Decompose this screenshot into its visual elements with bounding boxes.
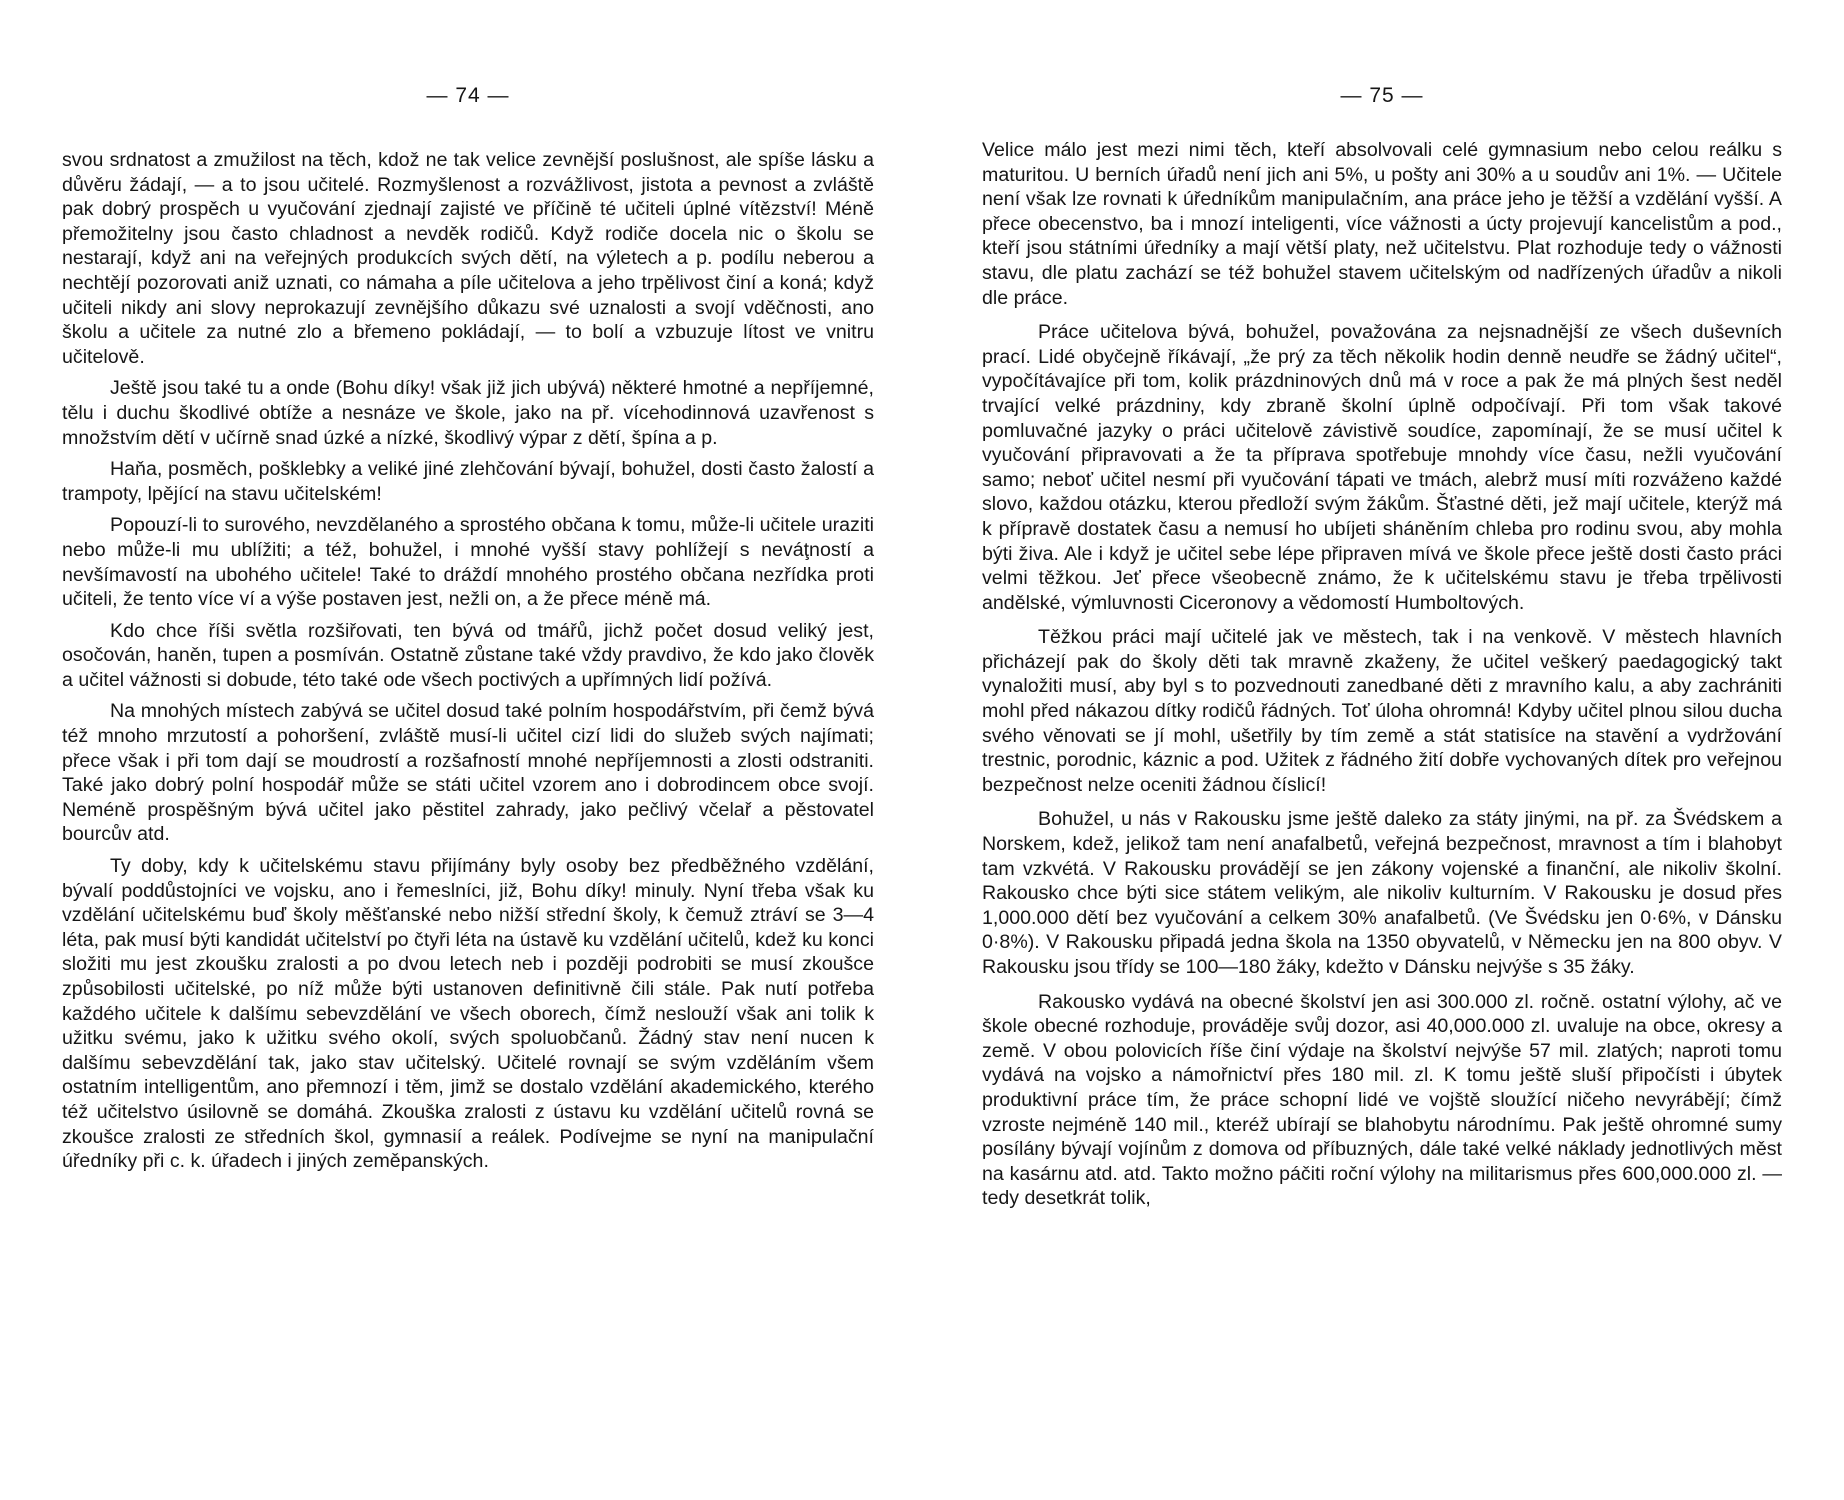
paragraph: Těžkou práci mají učitelé jak ve městech, tak i na venkově. V městech hlavních přicházejí pak do školy děti tak mravně zkaženy, že učitel veškerý paedagogický takt vynaložiti musí, aby byl s to pozvednouti zanedbané děti z mravního kalu, a aby zachrániti mohl před nákazou dítky rodičů řádných. Toť úloha ohromná! Kdyby učitel plnou silou ducha svého věnovati se jí mohl, ušetřily by tím země a stát statisíce na stavění a vydržování trestnic, porodnic, káznic a pod. Užitek z řádného žití dobře vychovaných dítek pro veřejnou bezpečnost nelze oceniti žádnou číslicí!: [982, 626, 1782, 796]
paragraph: Bohužel, u nás v Rakousku jsme ještě daleko za státy jinými, na př. za Švédskem a Norskem, kdež, jelikož tam není anafalbetů, veřejná bezpečnost, mravnost a tím i blahobyt tam vzkvétá. V Rakousku provádějí se jen zákony vojenské a finanční, ale nikoliv školní. Rakousko chce býti sice státem velikým, ale nikoliv kulturním. V Rakousku je dosud přes 1,000.000 dětí bez vyučování a celkem 30% anafalbetů. (Ve Švédsku jen 0·6%, v Dánsku 0·8%). V Rakousku připadá jedna škola na 1350 obyvatelů, v Německu jen na 800 obyv. V Rakousku jsou třídy se 100—180 žáky, kdežto v Dánsku nejvýše s 35 žáky.: [982, 808, 1782, 978]
paragraph: Popouzí-li to surového, nevzdělaného a sprostého občana k tomu, může-li učitele uraziti nebo může-li mu ublížiti; a též, bohužel, i mnohé vyšší stavy pohlížejí s neváţností a nevšímavostí na ubohého učitele! Také to dráždí mnohého prostého občana nezřídka proti učiteli, že tento více ví a výše postaven jest, nežli on, a že přece méně má.: [62, 514, 874, 611]
page-text: [62, 148, 874, 1181]
right-page: [982, 0, 1782, 1500]
paragraph: Velice málo jest mezi nimi těch, kteří absolvovali celé gymnasium nebo celou reálku s maturitou. U berních úřadů není jich ani 5%, u pošty ani 30% a u soudův ani 1%. — Učitele není však lze rovnati k úředníkům manipulačním, ana práce jeho je těžší a vzdělání vyšší. A přece obecenstvo, ba i mnozí inteligenti, více vážnosti a úcty projevují kancelistům a pod., kteří jsou státními úředníky a mají větší platy, než učitelstvu. Plat rozhoduje tedy o vážnosti stavu, dle platu zachází se též bohužel stavem učitelským od nadřízených úřadův a nikoli dle práce.: [982, 139, 1782, 309]
paragraph: Haňa, posměch, pošklebky a veliké jiné zlehčování bývají, bohužel, dosti často žalostí a trampoty, lpějící na stavu učitelském!: [62, 458, 874, 505]
left-page: [62, 0, 874, 1500]
paragraph: Kdo chce říši světla rozšiřovati, ten bývá od tmářů, jichž počet dosud veliký jest, osočován, haněn, tupen a posmíván. Ostatně zůstane také vždy pravdivo, že kdo jako člověk a učitel vážnosti si dobude, této také ode všech poctivých a upřímných lidí požívá.: [62, 619, 874, 691]
paragraph: svou srdnatost a zmužilost na těch, kdož ne tak velice zevnější poslušnost, ale spíše lásku a důvěru žádají, — a to jsou učitelé. Rozmyšlenost a rozvážlivost, jistota a pevnost a zvláště pak dobrý prospěch u vyučování zjednají zajisté ve příčině té učiteli úplné vítězství! Méně přemožitelny jsou často chladnost a nevděk rodičů. Když rodiče docela nic o školu se nestarají, když ani na veřejných produkcích svých dětí, na výletech a p. podílu neberou a nechtějí pozorovati aniž uznati, co námaha a píle učitelova a jeho trpělivost činí a koná; když učiteli nikdy ani slovy neprokazují zevnějšího důkazu své uznalosti a svojí vděčnosti, ano školu a učitele za nutné zlo a břemeno pokládají, — to bolí a vzbuzuje lítost ve vnitru učitelově.: [62, 149, 874, 368]
page-number: — 74 —: [426, 84, 510, 107]
paragraph: Na mnohých místech zabývá se učitel dosud také polním hospodářstvím, při čemž bývá též mnoho mrzutostí a pohoršení, zvláště musí-li učitel cizí lidi do služeb svých najímati; přece však i při tom dají se moudrostí a rozšafností mnohé nepříjemnosti a zlosti odstraniti. Také jako dobrý polní hospodář může se státi učitel vzorem ano i dobrodincem obce svojí. Neméně prospěšným bývá učitel jako pěstitel zahrady, jako pečlivý včelař a pěstovatel bourcův atd.: [62, 700, 874, 846]
page-number: — 75 —: [1340, 84, 1424, 107]
page-text: [982, 138, 1782, 1220]
paragraph: Rakousko vydává na obecné školství jen asi 300.000 zl. ročně. ostatní výlohy, ač ve škole obecné rozhoduje, prováděje svůj dozor, asi 40,000.000 zl. uvaluje na obce, okresy a země. V obou polovicích říše činí výdaje na školství nejvýše 57 mil. zlatých; naproti tomu vydává na vojsko a námořnictví přes 180 mil. zl. K tomu ještě sluší připočísti i úbytek produktivní práce tím, že práce schopní lidé ve vojště sloužící ničeho nevyrábějí; čímž vzroste nejméně 140 mil., kteréž ubírají se blahobytu národnímu. Pak ještě ohromné sumy posílány bývají vojínům z domova od příbuzných, dále také velké náklady jednotlivých měst na kasárnu atd. atd. Takto možno páčiti roční výlohy na militarismus přes 600,000.000 zl. — tedy desetkrát tolik,: [982, 990, 1782, 1210]
paragraph: Práce učitelova bývá, bohužel, považována za nejsnadnější ze všech duševních prací. Lidé obyčejně říkávají, „že prý za těch několik hodin denně neudře se žádný učitel“, vypočítávajíce při tom, kolik prázdninových dnů má v roce a pak že má plných šest neděl trvající velké prázdniny, kdy zbraně školní úplně odpočívají. Při tom však takové pomluvačné jazyky o práci učitelově závistivě soudíce, zapomínají, že se musí učitel k vyučování připravovati a že ta příprava spotřebuje mnohdy více času, nežli vyučování samo; neboť učitel nesmí při vyučování tápati ve tmách, alebrž musí míti rozváženo každé slovo, každou otázku, kterou předloží svým žákům. Šťastné děti, jež mají učitele, kterýž má k přípravě dostatek času a nemusí ho ubíjeti sháněním chleba pro rodinu svou, aby mohla býti živa. Ale i když je učitel sebe lépe připraven mívá ve škole přece ještě dosti často práci velmi těžkou. Jeť přece všeobecně známo, že k učitelskému stavu je třeba trpělivosti andělské, výmluvnosti Ciceronovy a vědomostí Humboltových.: [982, 321, 1782, 614]
paragraph: Ty doby, kdy k učitelskému stavu přijímány byly osoby bez předběžného vzdělání, bývalí poddůstojníci ve vojsku, ano i řemeslníci, již, Bohu díky! minuly. Nyní třeba však ku vzdělání učitelskému buď školy měšťanské nebo nižší střední školy, k čemuž ztráví se 3—4 léta, pak musí býti kandidát učitelství po čtyři léta na ústavě ku vzdělání učitelů, kdež ku konci složiti mu jest zkoušku zralosti a po dvou letech neb i později podrobiti se musí zkoušce způsobilosti učitelské, po níž může býti ustanoven definitivně čili stále. Pak nutí potřeba každého učitele k dalšímu sebevzdělání ve všech oborech, čímž neslouží však ani tolik k užitku svému, jako k užitku svého okolí, svých spoluobčanů. Žádný stav není nucen k dalšímu sebevzdělání tak, jako stav učitelský. Učitelé rovnají se svým vzděláním všem ostatním intelligentům, ano přemnozí i těm, jimž se dostalo vzdělání akademického, kterého též učitelstvo úsilovně se domáhá. Zkouška zralosti z ústavu ku vzdělání učitelů rovná se zkoušce zralosti ze středních škol, gymnasií a reálek. Podívejme se nyní na manipulační úředníky při c. k. úřadech i jiných zeměpanských.: [62, 855, 874, 1173]
paragraph: Ještě jsou také tu a onde (Bohu díky! však již jich ubývá) některé hmotné a nepříjemné, tělu i duchu škodlivé obtíže a nesnáze ve škole, jako na př. vícehodinnová uzavřenost s množstvím dětí v učírně snad úzké a nízké, škodlivý výpar z dětí, špína a p.: [62, 377, 874, 449]
